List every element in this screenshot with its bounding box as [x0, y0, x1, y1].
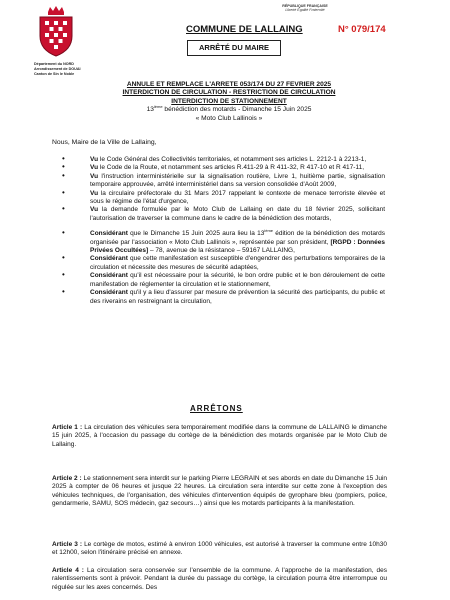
bullet-icon: • [62, 287, 65, 297]
title-line: INTERDICTION DE CIRCULATION - RESTRICTION DE CIRCULATION [122, 89, 336, 97]
dept-line: Canton de Sin le Noble [34, 71, 75, 76]
arrete-number: N° 079/174 [338, 24, 386, 35]
preamble-list [50, 156, 385, 306]
republic-marianne-block [250, 4, 360, 12]
considerant-item: • Considérant que le Dimanche 15 Juin 2025 aura lieu la 13ième édition de la bénédiction des motards organisée par l'association « Moto Club Lallinois », représentée par son président, [RGPD : Données Privées Occultées] – 78, avenue de la résistance – 59167 LALLAING, [62, 228, 385, 255]
vu-item: • Vu le Code Général des Collectivités territoriales, et notamment ses articles L. 2212-1 à 2213-1, [62, 154, 367, 163]
arrete-du-maire-box: ARRÊTÉ DU MAIRE [187, 40, 281, 56]
vu-item: • Vu le Code de la Route, et notamment ses articles R.411-29 à R 411-32, R 417-10 et R 417-11, [62, 162, 365, 172]
title-line: INTERDICTION DE STATIONNEMENT [171, 97, 287, 105]
arrete-title-block [80, 81, 378, 123]
article-3: Article 3 : Le cortège de motos, estimé à environ 1000 véhicules, est autorisé à traverser la commune entre 10h30 et 12h00, selon l'itinéraire précisé en annexe. [52, 541, 387, 557]
title-club-line: « Moto Club Lallinois » [195, 114, 263, 122]
vu-item: • Vu l'instruction interministérielle sur la signalisation routière, Livre 1, huitième partie, signalisation temporaire approuvée, arrêté interministériel dans sa version consolidée d'Août 2009, [62, 170, 385, 189]
republic-line: RÉPUBLIQUE FRANÇAISE [282, 4, 328, 8]
considerant-item: • Considérant que cette manifestation est susceptible d'engendrer des perturbations temporaires de la circulation et nécessite des mesures de sécurité adaptées, [62, 253, 385, 271]
bullet-icon: • [62, 162, 65, 172]
intro-line: Nous, Maire de la Ville de Lallaing, [52, 139, 157, 146]
considerant-item: • Considérant qu'il est nécessaire pour la sécurité, le bon ordre public et le bon déroulement de cette manifestation de réglementer la circulation et le stationnement, [62, 270, 385, 288]
article-1: Article 1 : La circulation des véhicules sera temporairement modifiée dans la commune de LALLAING le dimanche 15 juin 2025, à l'occasion du passage du cortège de la bénédiction des motards organisée par le Moto Club de Lallaing. [52, 424, 388, 448]
bullet-icon: • [62, 187, 65, 197]
bullet-icon: • [62, 253, 65, 263]
title-event-line: 13ième bénédiction des motards - Dimanche 15 Juin 2025 [146, 104, 312, 114]
article-4: Article 4 : La circulation sera conservée sur l'ensemble de la commune. A l'approche de la manifestation, des ralentissements sont à prévoir. Pendant la durée du passage du cortège, la circulation pourra être interrompue ou régulée sur les axes concernés. Des [52, 567, 388, 591]
city-crest-logo [36, 6, 76, 58]
vu-item: • Vu la circulaire préfectorale du 31 Mars 2017 rappelant le contexte de menace terroriste élevée et sous le régime de l'état d'urgence, [62, 187, 385, 206]
considerant-item: • Considérant qu'il y a lieu d'assurer par mesure de prévention la sécurité des participants, du public et des riverains en restreignant la circulation, [62, 287, 385, 305]
article-2: Article 2 : Le stationnement sera interdit sur le parking Pierre LEGRAIN et ses abords en date du Dimanche 15 Juin 2025 à compter de 06 heures et jusque 22 heures. La circulation sera interdite sur cette zone à l'exception des véhicules techniques, de l'organisation, des véhicules d'intervention équipés de gyrophare bleu (pompiers, police, gendarmerie, SAMU, SOS médecin, gaz secours…) ainsi que les motards participants à la manifestation. [52, 475, 387, 508]
vu-item: • Vu la demande formulée par le Moto Club de Lallaing en date du 18 février 2025, sollicitant l'autorisation de traverser la commune dans le cadre de la bénédiction des motards, [62, 204, 385, 222]
bullet-icon: • [62, 270, 65, 280]
bullet-icon: • [62, 228, 65, 238]
bullet-icon: • [62, 204, 65, 214]
republic-motto: Liberté Égalité Fraternité [285, 8, 325, 13]
arretons-heading: ARRÊTONS [190, 404, 243, 413]
title-line: ANNULE ET REMPLACE L'ARRETE 053/174 DU 27 FEVRIER 2025 [126, 81, 332, 88]
bullet-icon: • [62, 154, 65, 163]
bullet-icon: • [62, 170, 65, 180]
department-info [34, 62, 104, 76]
dept-line: Arrondissement de DOUAI [34, 66, 81, 71]
dept-line: Département du NORD [34, 62, 74, 66]
commune-title: COMMUNE DE LALLAING [186, 24, 303, 35]
